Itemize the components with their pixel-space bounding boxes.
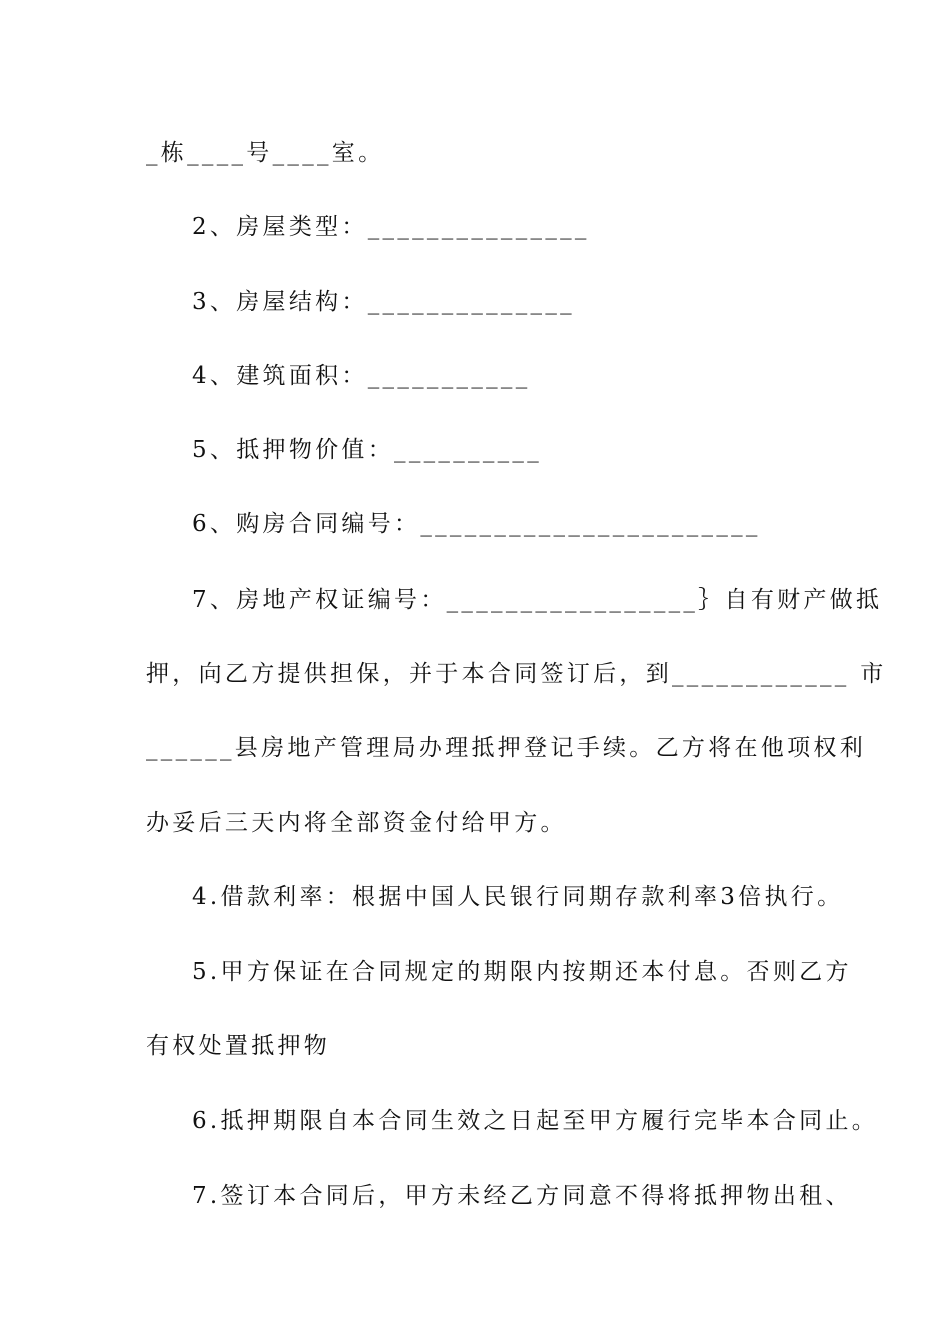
text-line-disposal-right: 有权处置抵押物: [146, 1033, 331, 1059]
text-line-mortgage-period: 6.抵押期限自本合同生效之日起至甲方履行完毕本合同止。: [192, 1108, 879, 1134]
text-line-collateral-value: 5、抵押物价值：__________: [192, 437, 543, 463]
text-line-purchase-contract-number: 6、购房合同编号：_______________________: [192, 511, 761, 537]
text-line-repayment-guarantee: 5.甲方保证在合同规定的期限内按期还本付息。否则乙方: [192, 959, 852, 985]
text-line-payment: 办妥后三天内将全部资金付给甲方。: [146, 810, 567, 836]
text-line-property-certificate: 7、房地产权证编号：_________________｝自有财产做抵: [192, 587, 883, 613]
text-line-house-structure: 3、房屋结构：______________: [192, 289, 575, 315]
text-line-registration: ______县房地产管理局办理抵押登记手续。乙方将在他项权利: [146, 735, 866, 761]
text-line-house-type: 2、房屋类型：_______________: [192, 214, 590, 240]
text-line-interest-rate: 4.借款利率：根据中国人民银行同期存款利率3倍执行。: [192, 884, 844, 910]
text-line-building-area: 4、建筑面积：___________: [192, 363, 531, 389]
text-line-address: _栋____号____室。: [146, 140, 385, 166]
text-line-guarantee: 押，向乙方提供担保，并于本合同签订后，到____________ 市: [146, 661, 887, 687]
text-line-lease-restriction: 7.签订本合同后，甲方未经乙方同意不得将抵押物出租、: [192, 1183, 852, 1209]
